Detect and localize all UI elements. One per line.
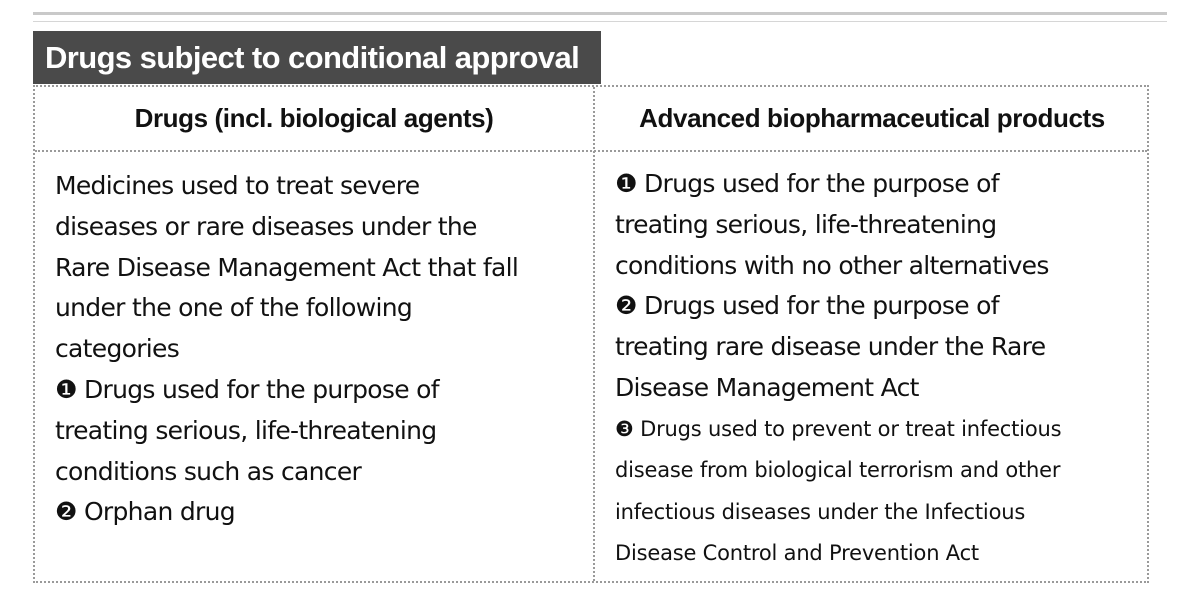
list-item-2-line: ❷ Orphan drug: [55, 497, 235, 527]
cell-text-line: Medicines used to treat severe: [55, 171, 420, 200]
list-item-1-line: ❶ Drugs used for the purpose of: [55, 374, 439, 404]
list-item-2-line: Disease Management Act: [615, 372, 919, 402]
cell-text-line: diseases or rare diseases under the: [55, 211, 477, 241]
advanced-biopharmaceuticals-cell: [615, 153, 1145, 575]
list-item-1-line: conditions with no other alternatives: [615, 250, 1049, 280]
conditional-approval-table: [33, 85, 1149, 583]
top-rule: [33, 12, 1167, 22]
column-header-drugs: Drugs (incl. biological agents): [134, 103, 494, 133]
list-item-3-line: infectious diseases under the Infectious: [615, 499, 1026, 524]
column-header-advanced-biopharmaceuticals: Advanced biopharmaceutical products: [639, 103, 1105, 133]
list-item-3-line: disease from biological terrorism and other: [615, 458, 1061, 483]
list-item-1-line: conditions such as cancer: [55, 456, 362, 486]
list-item-3-line: Disease Control and Prevention Act: [615, 541, 979, 566]
list-item-1-line: treating serious, life-threatening: [55, 415, 437, 445]
list-item-3-line: ❸ Drugs used to prevent or treat infectious: [615, 416, 1062, 441]
list-item-1-line: treating serious, life-threatening: [615, 209, 997, 239]
header-divider: [35, 150, 1147, 152]
column-divider: [593, 87, 595, 581]
cell-text-line: categories: [55, 334, 180, 364]
cell-text-line: Rare Disease Management Act that fall: [55, 252, 519, 282]
list-item-2-line: ❷ Drugs used for the purpose of: [615, 291, 999, 321]
list-item-2-line: treating rare disease under the Rare: [615, 332, 1046, 362]
list-item-1-line: ❶ Drugs used for the purpose of: [615, 169, 999, 198]
cell-text-line: under the one of the following: [55, 293, 413, 323]
drugs-cell: [55, 153, 585, 533]
section-title: Drugs subject to conditional approval: [33, 31, 601, 84]
